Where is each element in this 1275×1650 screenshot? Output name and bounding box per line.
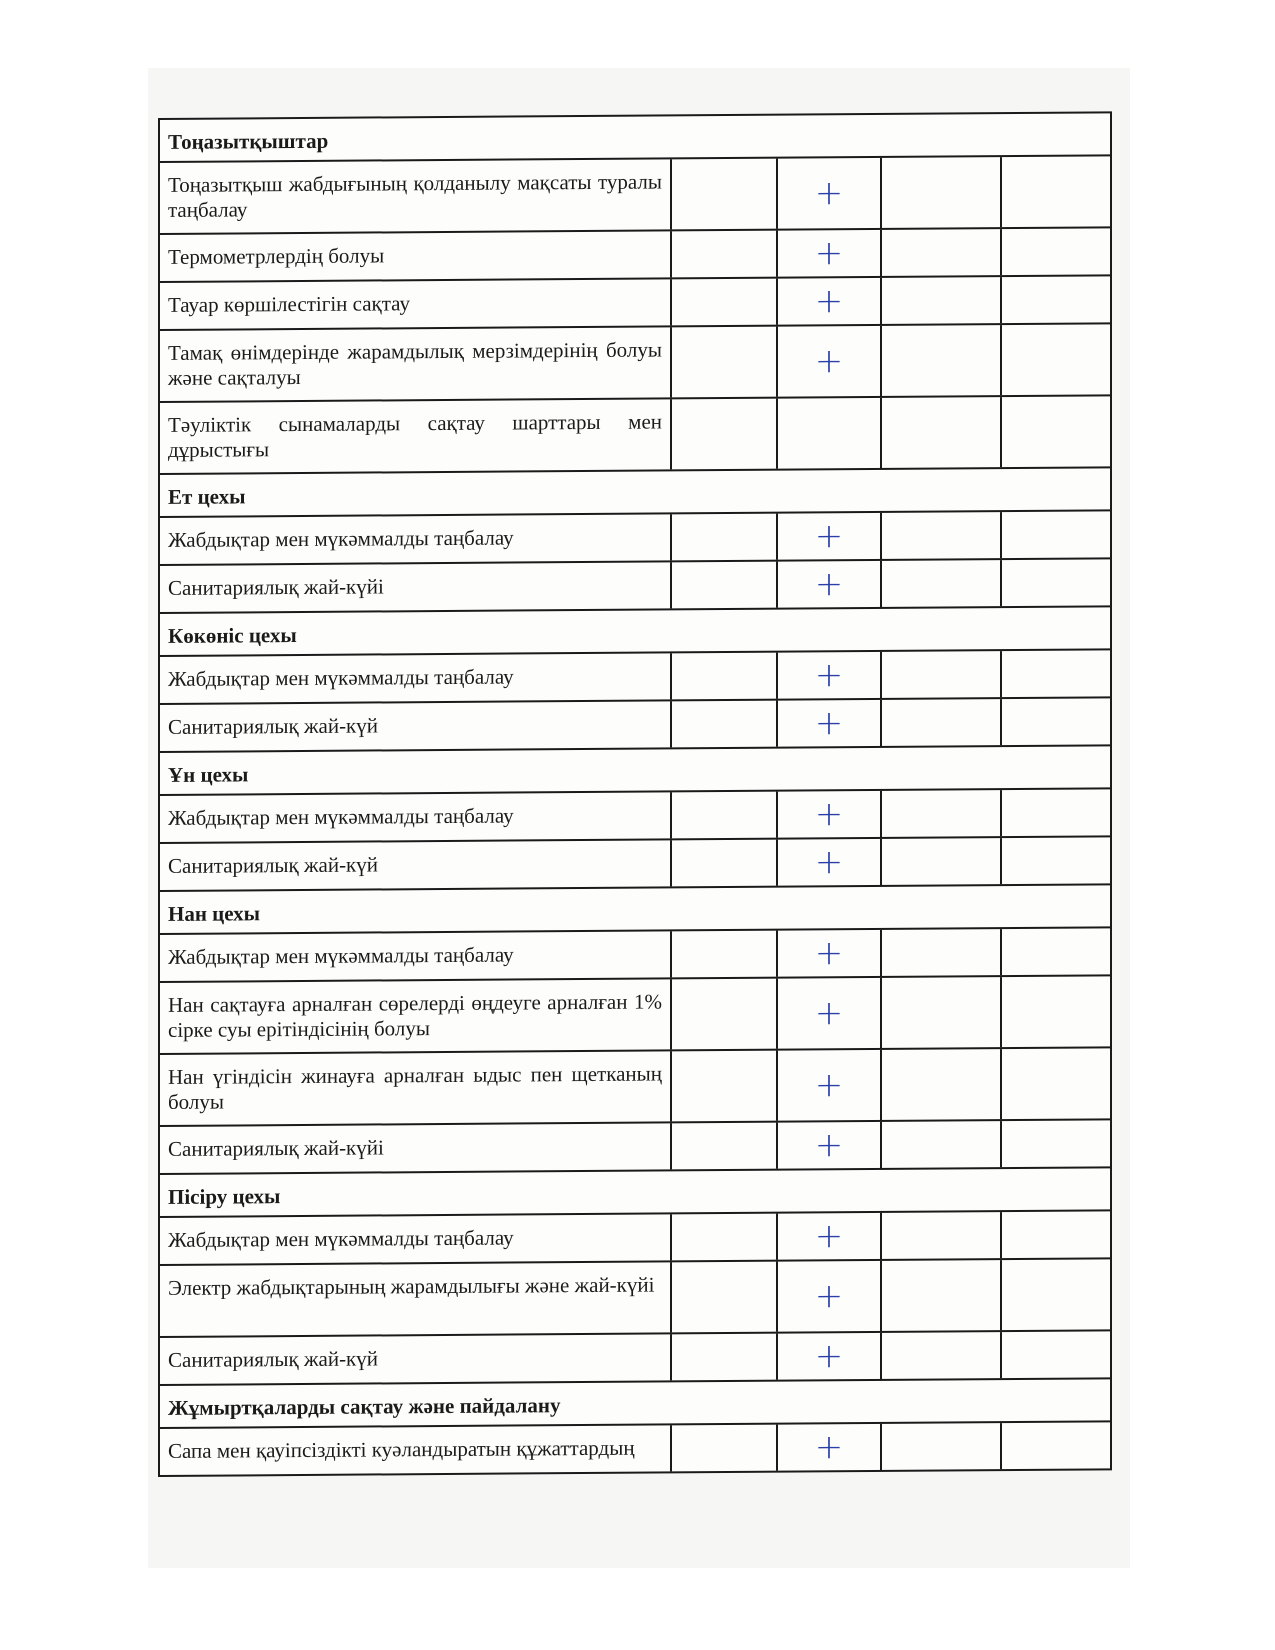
- requirement-label: Жабдықтар мен мүкәммалды таңбалау: [160, 792, 672, 842]
- requirement-label: Нан сақтауға арналған сөрелерді өңдеуге арналған 1% сірке суы ерітіндісінің болуы: [160, 979, 672, 1053]
- section-title: Пісіру цехы: [168, 1184, 281, 1209]
- checklist-table: [158, 111, 1112, 1477]
- empty-cell: [672, 931, 778, 978]
- handwritten-plus-mark: +: [778, 700, 882, 747]
- section-title: Жұмыртқаларды сақтау және пайдалану: [168, 1393, 561, 1420]
- empty-cell: [882, 229, 1002, 276]
- table-row: [160, 274, 1110, 329]
- empty-cell: [1002, 1422, 1110, 1469]
- table-row: [160, 557, 1110, 612]
- requirement-label: Сапа мен қауіпсіздікті куәландыратын құжаттардың: [160, 1425, 672, 1475]
- table-row: [160, 226, 1110, 281]
- requirement-label: Жабдықтар мен мүкәммалды таңбалау: [160, 931, 672, 981]
- section-title: Нан цехы: [168, 901, 261, 926]
- requirement-label: Санитариялық жай-күй: [160, 1334, 672, 1384]
- empty-cell: [882, 1049, 1002, 1120]
- handwritten-plus-mark: +: [778, 1213, 882, 1260]
- empty-cell: [672, 1262, 778, 1333]
- table-row: [160, 1118, 1110, 1173]
- handwritten-plus-mark: +: [778, 839, 882, 886]
- empty-cell: [1002, 1048, 1110, 1119]
- table-row: [160, 1329, 1110, 1384]
- requirement-label: Электр жабдықтарының жарамдылығы және жай-күйі: [160, 1262, 672, 1336]
- section-header-row: [160, 883, 1110, 933]
- empty-cell: [672, 327, 778, 398]
- empty-cell: [672, 979, 778, 1050]
- empty-cell: [882, 1212, 1002, 1259]
- empty-cell: [1002, 1259, 1110, 1330]
- empty-cell: [1002, 156, 1110, 227]
- requirement-label: Нан үгіндісін жинауға арналған ыдыс пен щетканың болуы: [160, 1051, 672, 1125]
- table-row: [160, 835, 1110, 890]
- empty-cell: [672, 1334, 778, 1381]
- handwritten-plus-mark: +: [778, 230, 882, 277]
- empty-cell: [1002, 976, 1110, 1047]
- empty-cell: [672, 514, 778, 561]
- empty-cell: [778, 398, 882, 469]
- table-row: [160, 648, 1110, 703]
- handwritten-plus-mark: +: [778, 791, 882, 838]
- handwritten-plus-mark: +: [778, 1333, 882, 1380]
- table-row: [160, 974, 1110, 1053]
- empty-cell: [1002, 1211, 1110, 1258]
- section-title: Көкөніс цехы: [168, 623, 297, 648]
- empty-cell: [1002, 928, 1110, 975]
- empty-cell: [672, 701, 778, 748]
- empty-cell: [882, 977, 1002, 1048]
- table-row: [160, 787, 1110, 842]
- requirement-label: Жабдықтар мен мүкәммалды таңбалау: [160, 653, 672, 703]
- handwritten-plus-mark: +: [778, 930, 882, 977]
- requirement-label: Тәуліктік сынамаларды сақтау шарттары мен дұрыстығы: [160, 399, 672, 473]
- empty-cell: [1002, 1120, 1110, 1167]
- empty-cell: [882, 929, 1002, 976]
- table-row: [160, 154, 1110, 233]
- table-row: [160, 1046, 1110, 1125]
- table-row: [160, 322, 1110, 401]
- table-row: [160, 1257, 1110, 1336]
- section-header-row: [160, 111, 1110, 161]
- empty-cell: [1002, 650, 1110, 697]
- empty-cell: [672, 399, 778, 470]
- handwritten-plus-mark: +: [778, 1050, 882, 1121]
- section-header-row: [160, 466, 1110, 516]
- table-row: [160, 394, 1110, 473]
- empty-cell: [882, 790, 1002, 837]
- table-row: [160, 696, 1110, 751]
- empty-cell: [672, 840, 778, 887]
- empty-cell: [1002, 1331, 1110, 1378]
- handwritten-plus-mark: +: [778, 326, 882, 397]
- requirement-label: Санитариялық жай-күйі: [160, 562, 672, 612]
- handwritten-plus-mark: +: [778, 278, 882, 325]
- table-row: [160, 926, 1110, 981]
- empty-cell: [672, 159, 778, 230]
- empty-cell: [882, 1423, 1002, 1470]
- handwritten-plus-mark: +: [778, 1122, 882, 1169]
- section-header-row: [160, 605, 1110, 655]
- requirement-label: Термометрлердің болуы: [160, 231, 672, 281]
- empty-cell: [1002, 324, 1110, 395]
- section-title: Ұн цехы: [168, 762, 249, 787]
- section-header-row: [160, 1166, 1110, 1216]
- empty-cell: [882, 1121, 1002, 1168]
- handwritten-plus-mark: +: [778, 561, 882, 608]
- empty-cell: [672, 1051, 778, 1122]
- empty-cell: [882, 1332, 1002, 1379]
- empty-cell: [672, 1425, 778, 1472]
- requirement-label: Санитариялық жай-күй: [160, 840, 672, 890]
- empty-cell: [1002, 511, 1110, 558]
- empty-cell: [882, 277, 1002, 324]
- section-title: Ет цехы: [168, 484, 246, 509]
- handwritten-plus-mark: +: [778, 1424, 882, 1471]
- empty-cell: [672, 792, 778, 839]
- handwritten-plus-mark: +: [778, 978, 882, 1049]
- empty-cell: [882, 512, 1002, 559]
- table-row: [160, 1209, 1110, 1264]
- table-row: [160, 509, 1110, 564]
- empty-cell: [1002, 559, 1110, 606]
- empty-cell: [672, 279, 778, 326]
- empty-cell: [882, 699, 1002, 746]
- empty-cell: [882, 1260, 1002, 1331]
- empty-cell: [672, 1123, 778, 1170]
- requirement-label: Тамақ өнімдерінде жарамдылық мерзімдерінің болуы және сақталуы: [160, 327, 672, 401]
- empty-cell: [882, 157, 1002, 228]
- empty-cell: [672, 653, 778, 700]
- section-header-row: [160, 1377, 1110, 1427]
- handwritten-plus-mark: +: [778, 652, 882, 699]
- section-title: Тоңазытқыштар: [168, 128, 329, 154]
- handwritten-plus-mark: +: [778, 158, 882, 229]
- requirement-label: Санитариялық жай-күйі: [160, 1123, 672, 1173]
- requirement-label: Тоңазытқыш жабдығының қолданылу мақсаты туралы таңбалау: [160, 159, 672, 233]
- empty-cell: [1002, 698, 1110, 745]
- empty-cell: [882, 651, 1002, 698]
- empty-cell: [672, 1214, 778, 1261]
- requirement-label: Тауар көршілестігін сақтау: [160, 279, 672, 329]
- empty-cell: [1002, 837, 1110, 884]
- empty-cell: [672, 562, 778, 609]
- empty-cell: [882, 325, 1002, 396]
- empty-cell: [882, 397, 1002, 468]
- section-header-row: [160, 744, 1110, 794]
- handwritten-plus-mark: +: [778, 513, 882, 560]
- empty-cell: [1002, 396, 1110, 467]
- table-row: [160, 1420, 1110, 1477]
- requirement-label: Санитариялық жай-күй: [160, 701, 672, 751]
- empty-cell: [1002, 228, 1110, 275]
- handwritten-plus-mark: +: [778, 1261, 882, 1332]
- empty-cell: [882, 838, 1002, 885]
- empty-cell: [882, 560, 1002, 607]
- requirement-label: Жабдықтар мен мүкәммалды таңбалау: [160, 1214, 672, 1264]
- requirement-label: Жабдықтар мен мүкәммалды таңбалау: [160, 514, 672, 564]
- empty-cell: [1002, 276, 1110, 323]
- empty-cell: [1002, 789, 1110, 836]
- empty-cell: [672, 231, 778, 278]
